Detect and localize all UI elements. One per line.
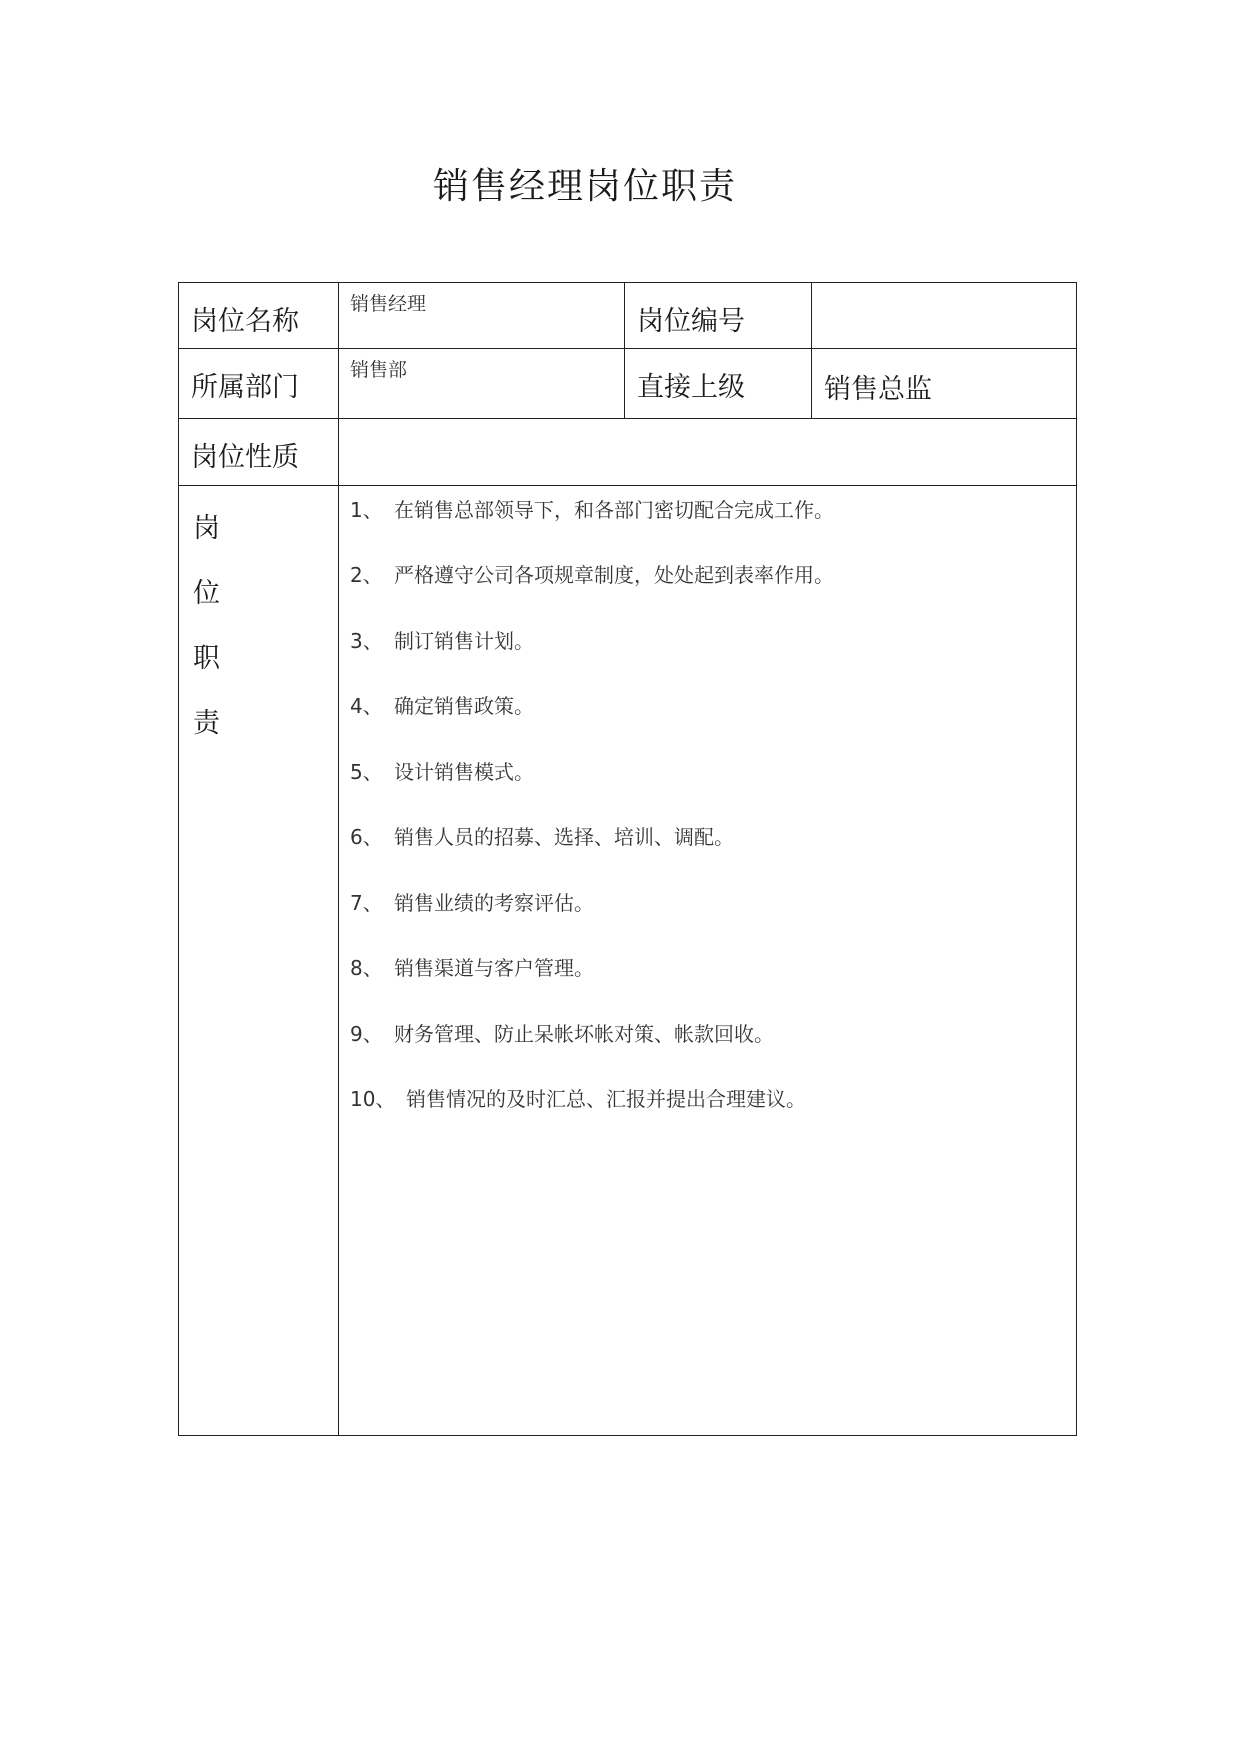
label-duties-char: 位 — [193, 578, 220, 609]
label-duties-char: 责 — [193, 708, 220, 739]
value-nature — [339, 419, 1077, 486]
duty-item: 4、 确定销售政策。 — [350, 694, 534, 718]
duty-item: 10、 销售情况的及时汇总、汇报并提出合理建议。 — [350, 1087, 806, 1111]
job-description-table — [178, 282, 1077, 1436]
label-position-code: 岗位编号 — [625, 283, 812, 349]
duty-item: 3、 制订销售计划。 — [350, 629, 534, 653]
duty-item: 9、 财务管理、防止呆帐坏帐对策、帐款回收。 — [350, 1022, 774, 1046]
label-superior: 直接上级 — [625, 349, 812, 419]
duty-item: 8、 销售渠道与客户管理。 — [350, 956, 594, 980]
label-duties-char: 岗 — [193, 513, 220, 544]
value-department: 销售部 — [339, 349, 625, 419]
label-duties — [179, 486, 339, 1436]
page-title: 销售经理岗位职责 — [432, 166, 737, 207]
value-position-code — [812, 283, 1077, 349]
duties-list — [339, 486, 1077, 1436]
row-department — [179, 349, 1077, 419]
duty-item: 7、 销售业绩的考察评估。 — [350, 891, 594, 915]
label-position-name: 岗位名称 — [179, 283, 339, 349]
duty-item: 6、 销售人员的招募、选择、培训、调配。 — [350, 825, 734, 849]
duty-item: 5、 设计销售模式。 — [350, 760, 534, 784]
value-position-name: 销售经理 — [339, 283, 625, 349]
row-nature — [179, 419, 1077, 486]
value-superior: 销售总监 — [812, 349, 1077, 419]
label-nature: 岗位性质 — [179, 419, 339, 486]
row-duties — [179, 486, 1077, 1436]
label-duties-char: 职 — [193, 643, 220, 674]
duty-item: 1、 在销售总部领导下，和各部门密切配合完成工作。 — [350, 498, 834, 522]
row-position-name — [179, 283, 1077, 349]
label-department: 所属部门 — [179, 349, 339, 419]
duty-item: 2、 严格遵守公司各项规章制度，处处起到表率作用。 — [350, 563, 834, 587]
